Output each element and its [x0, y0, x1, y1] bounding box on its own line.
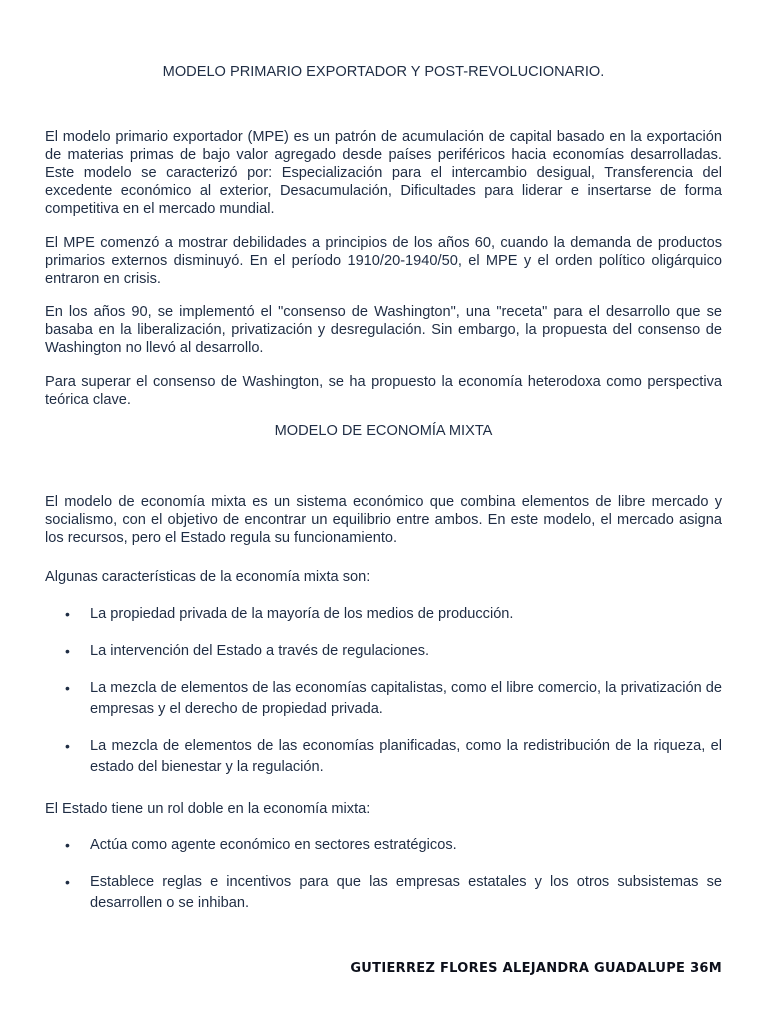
bullet-icon: • — [65, 738, 70, 754]
list-item-text: La mezcla de elementos de las economías planificadas, como la redistribución de la riqueza, el estado del bienestar y la regulación. — [90, 738, 722, 775]
paragraph-heterodox-economy: Para superar el consenso de Washington, se ha propuesto la economía heterodoxa como perspectiva teórica clave. — [45, 374, 722, 408]
list-item-text: Establece reglas e incentivos para que las empresas estatales y los otros subsistemas se desarrollen o se inhiban. — [90, 874, 722, 911]
bullet-icon: • — [65, 837, 70, 853]
list-item-text: La propiedad privada de la mayoría de los medios de producción. — [90, 606, 514, 622]
paragraph-mpe-crisis: El MPE comenzó a mostrar debilidades a principios de los años 60, cuando la demanda de productos primarios externos disminuyó. En el período 1910/20-1940/50, el MPE y el orden político oligárquico entraron en crisis. — [45, 235, 722, 287]
paragraph-mpe-definition: El modelo primario exportador (MPE) es un patrón de acumulación de capital basado en la exportación de materias primas de bajo valor agregado desde países periféricos hacia economías desarrolladas. Este modelo se caracterizó por: Especialización para el intercambio desigual, Transferencia del excedente económico al exterior, Desacumulación, Dificultades para liderar e insertarse de forma competitiva en el mercado mundial. — [45, 129, 722, 217]
list-item-characteristic — [45, 678, 722, 720]
list-item-text: La mezcla de elementos de las economías capitalistas, como el libre comercio, la privatización de empresas y el derecho de propiedad privada. — [90, 680, 722, 717]
section-title-mixed-economy: MODELO DE ECONOMÍA MIXTA — [274, 423, 493, 439]
list-item-state-role — [45, 872, 722, 914]
list-item-state-role — [45, 835, 722, 856]
list-item-characteristic — [45, 604, 722, 625]
paragraph-characteristics-lead: Algunas características de la economía mixta son: — [45, 569, 371, 585]
paragraph-state-role-lead: El Estado tiene un rol doble en la economía mixta: — [45, 801, 371, 817]
bullet-icon: • — [65, 680, 70, 696]
author-signature: GUTIERREZ FLORES ALEJANDRA GUADALUPE 36M — [350, 961, 722, 976]
bullet-icon: • — [65, 606, 70, 622]
bullet-icon: • — [65, 874, 70, 890]
section-title-mpe: MODELO PRIMARIO EXPORTADOR Y POST-REVOLUCIONARIO. — [162, 64, 605, 80]
bullet-icon: • — [65, 643, 70, 659]
list-item-text: Actúa como agente económico en sectores estratégicos. — [90, 837, 457, 853]
list-item-characteristic — [45, 641, 722, 662]
list-item-characteristic — [45, 736, 722, 778]
paragraph-washington-consensus: En los años 90, se implementó el "consenso de Washington", una "receta" para el desarrollo que se basaba en la liberalización, privatización y desregulación. Sin embargo, la propuesta del consenso de Washington no llevó al desarrollo. — [45, 304, 722, 356]
list-item-text: La intervención del Estado a través de regulaciones. — [90, 643, 430, 659]
paragraph-mixed-economy-intro: El modelo de economía mixta es un sistema económico que combina elementos de libre mercado y socialismo, con el objetivo de encontrar un equilibrio entre ambos. En este modelo, el mercado asigna los recursos, pero el Estado regula su funcionamiento. — [45, 494, 722, 546]
